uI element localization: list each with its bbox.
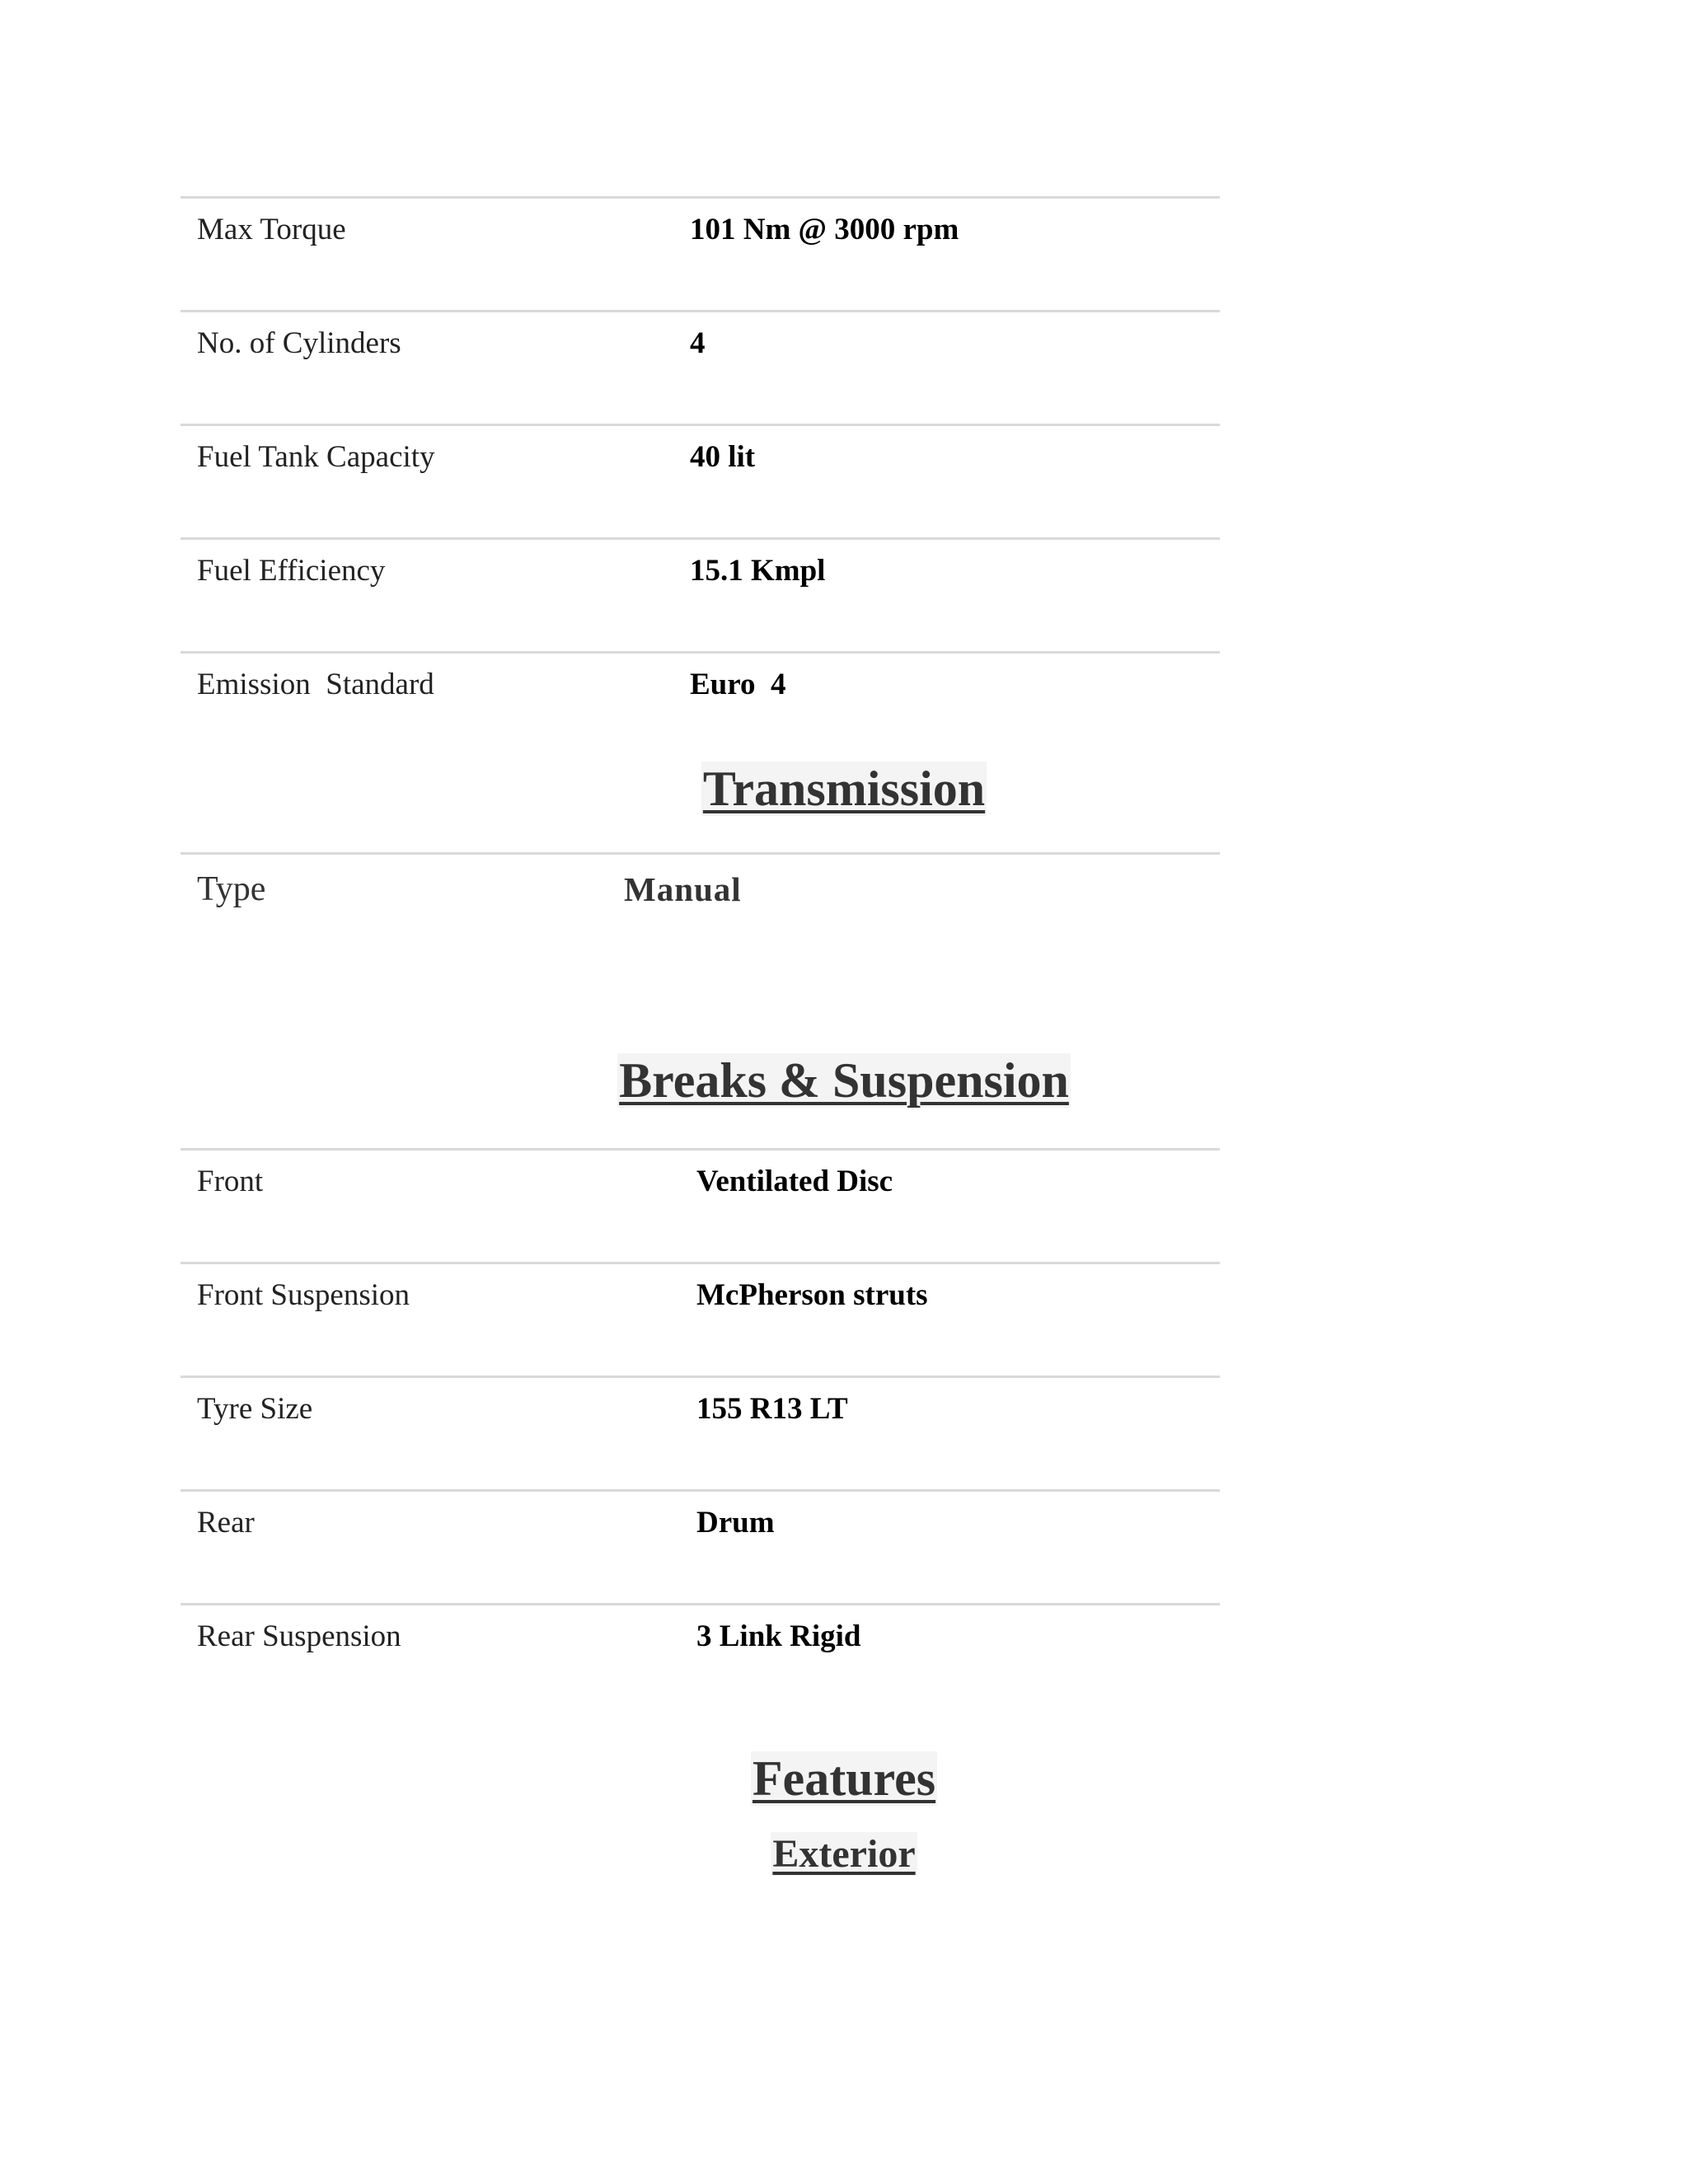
spec-label: Tyre Size [197, 1392, 313, 1426]
breaks-suspension-table [181, 1148, 1220, 1717]
spec-value: Ventilated Disc [696, 1165, 893, 1198]
spec-label: Type [197, 870, 266, 908]
spec-label: Rear Suspension [197, 1619, 401, 1653]
spec-value: Euro 4 [690, 668, 786, 701]
spec-label: Fuel Efficiency [197, 554, 386, 588]
table-row [181, 537, 1220, 651]
spec-label: Fuel Tank Capacity [197, 440, 435, 474]
spec-value: 3 Link Rigid [696, 1619, 861, 1653]
spec-label: Emission Standard [197, 668, 434, 701]
table-row [181, 1603, 1220, 1717]
table-row [181, 1489, 1220, 1603]
transmission-heading [0, 761, 1688, 818]
spec-value: 101 Nm @ 3000 rpm [690, 213, 959, 246]
features-heading [0, 1750, 1688, 1807]
spec-value: 15.1 Kmpl [690, 554, 826, 588]
spec-value: Manual [624, 870, 742, 908]
table-row [181, 424, 1220, 537]
spec-label: Front Suspension [197, 1278, 410, 1312]
spec-label: No. of Cylinders [197, 326, 401, 360]
spec-label: Rear [197, 1506, 255, 1540]
table-row [181, 310, 1220, 424]
breaks-suspension-heading-text: Breaks & Suspension [619, 1053, 1069, 1108]
spec-value: Drum [696, 1506, 775, 1540]
spec-label: Front [197, 1165, 264, 1198]
transmission-heading-text: Transmission [702, 762, 986, 816]
table-row [181, 196, 1220, 310]
table-row [181, 1148, 1220, 1262]
exterior-subheading [0, 1831, 1688, 1877]
spec-value: McPherson struts [696, 1278, 928, 1312]
features-heading-text: Features [752, 1751, 936, 1806]
spec-label: Max Torque [197, 213, 346, 246]
table-row [181, 852, 1220, 976]
spec-value: 155 R13 LT [696, 1392, 848, 1426]
table-row [181, 1376, 1220, 1489]
breaks-suspension-heading [0, 1052, 1688, 1109]
engine-spec-table [181, 196, 1220, 765]
table-row [181, 651, 1220, 765]
table-row [181, 1262, 1220, 1376]
transmission-table [181, 852, 1220, 976]
spec-value: 40 lit [690, 440, 756, 474]
spec-value: 4 [690, 326, 706, 360]
exterior-subheading-text: Exterior [772, 1832, 916, 1876]
